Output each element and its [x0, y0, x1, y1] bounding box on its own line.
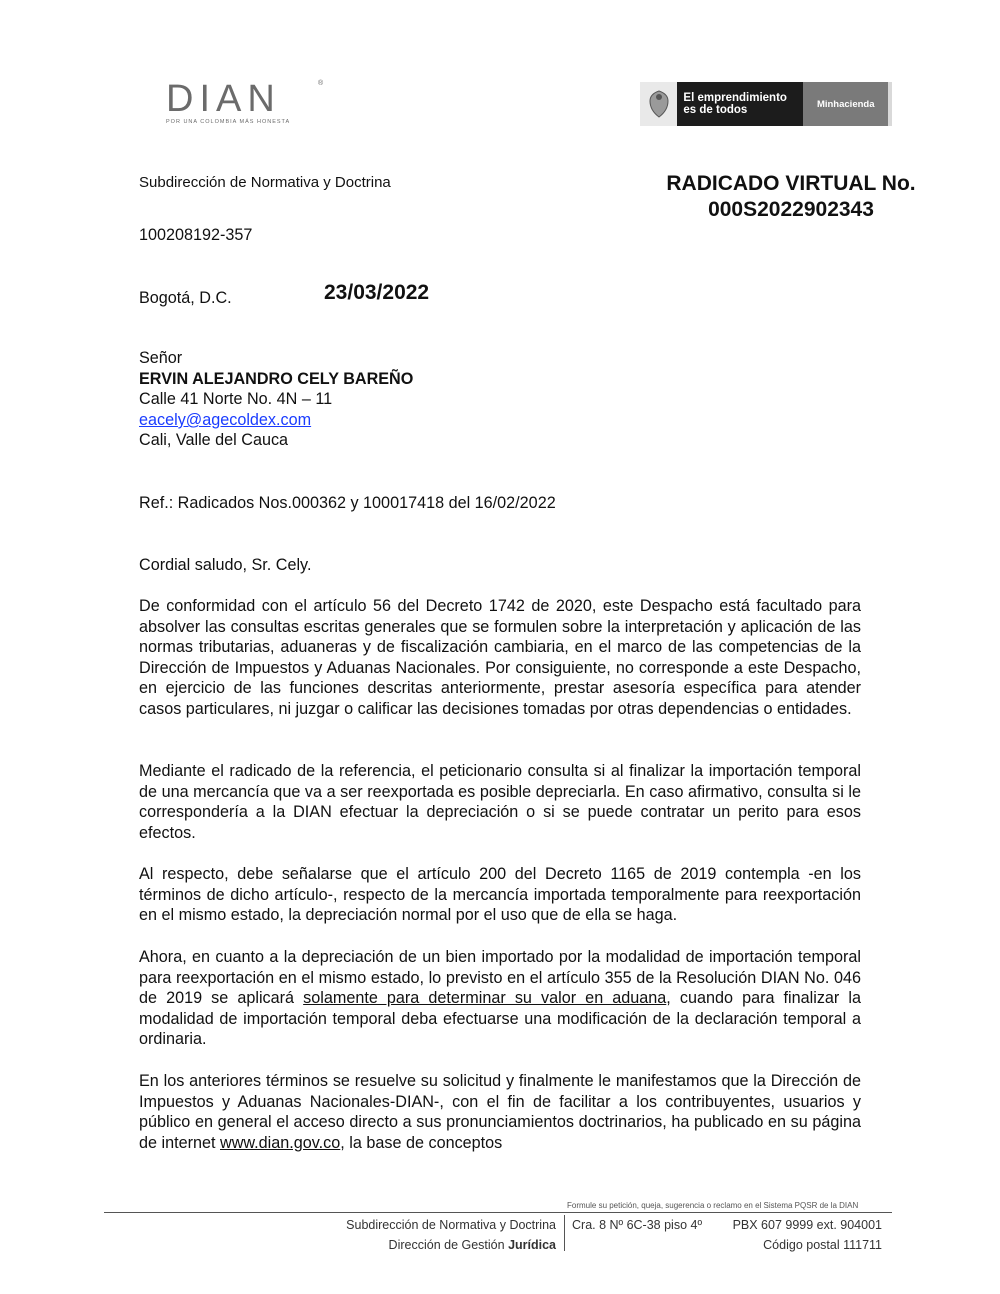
footer-contact-block [572, 1215, 882, 1255]
footer-office-line2 [260, 1235, 556, 1255]
coat-of-arms-icon [640, 82, 677, 126]
radicado-number: 000S2022902343 [708, 198, 874, 221]
p5-text-b: , la base de conceptos [340, 1133, 503, 1152]
government-banner [640, 82, 892, 126]
footer-office-line2-bold: Jurídica [508, 1238, 556, 1252]
minhacienda-label: Minhacienda [803, 82, 888, 126]
p4-text-a: Ahora, en cuanto a la depreciación de un bien importado por la modalidad de importación temporal para reexportación en el mismo estado, lo previsto en el artículo 355 de la Resolución DIAN No. 046 de 2019 se aplicará [139, 948, 861, 1008]
reference-line: Ref.: Radicados Nos.000362 y 100017418 del 16/02/2022 [139, 494, 556, 512]
body-paragraph-1: De conformidad con el artículo 56 del Decreto 1742 de 2020, este Despacho está facultado para absolver las consultas escritas generales que se formulen sobre la interpretación y aplicación de las normas tributarias, aduaneras y de fiscalización cambiaria, en el marco de las competencias de la Dirección de Impuestos y Aduanas Nacionales. Por consiguiente, no corresponde a este Despacho, en ejercicio de las funciones descritas anteriormente, prestar asesoría específica para atender casos particulares, ni juzgar o calificar las decisiones tomadas por otras dependencias o entidades. [139, 597, 861, 718]
gov-banner-slogan-text: El emprendimiento es de todos [683, 92, 787, 116]
body-paragraph-3: Al respecto, debe señalarse que el artículo 200 del Decreto 1165 de 2019 contempla -en los términos de dicho artículo-, respecto de la mercancía importada temporalmente para reexportación en el mismo estado, la depreciación normal por el uso que de ella se haga. [139, 865, 861, 925]
body-paragraph-2: Mediante el radicado de la referencia, el peticionario consulta si al finalizar la importación temporal de una mercancía que va a ser reexportada es posible depreciarla. En caso afirmativo, consulta si le correspondería a la DIAN efectuar la depreciación o si se puede contratar un perito para esos efectos. [139, 762, 861, 842]
office-name: Subdirección de Normativa y Doctrina [139, 174, 391, 191]
salutation-title: Señor [139, 349, 183, 367]
recipient-email-link[interactable]: eacely@agecoldex.com [139, 411, 312, 429]
greeting: Cordial saludo, Sr. Cely. [139, 556, 312, 574]
p4-underlined-text: solamente para determinar su valor en aduana [303, 989, 667, 1008]
file-number: 100208192-357 [139, 226, 253, 244]
footer-office-block [260, 1215, 556, 1255]
city-line: Bogotá, D.C. [139, 289, 232, 307]
radicado-label: RADICADO VIRTUAL No. [666, 172, 916, 195]
banner-stripe [888, 82, 892, 126]
p5-text-a: En los anteriores términos se resuelve su solicitud y finalmente le manifestamos que la Dirección de Impuestos y Aduanas Nacionales-DIAN-, con el fin de facilitar a los contribuyentes, usuarios y público en general el acceso directo a sus pronunciamientos doctrinarios, ha publicado en su página de internet [139, 1072, 861, 1152]
dian-website-link[interactable]: www.dian.gov.co [220, 1133, 341, 1152]
recipient-address: Calle 41 Norte No. 4N – 11 [139, 390, 333, 408]
dian-logo-wordmark: DIAN [166, 78, 281, 120]
footer-office-line2-prefix: Dirección de Gestión [388, 1238, 509, 1252]
footer-divider [104, 1212, 892, 1213]
letter-date: 23/03/2022 [324, 281, 430, 304]
dian-logo-tagline: POR UNA COLOMBIA MÁS HONESTA [166, 119, 291, 125]
footer-vertical-divider [564, 1215, 565, 1251]
footer-pqsr-note: Formule su petición, queja, sugerencia o reclamo en el Sistema PQSR de la DIAN [567, 1201, 859, 1210]
footer-address: Cra. 8 Nº 6C-38 piso 4º [572, 1218, 703, 1232]
body-paragraph-5 [139, 1071, 861, 1153]
footer-contact-line1 [572, 1215, 882, 1235]
body-paragraph-4 [139, 947, 861, 1050]
recipient-city: Cali, Valle del Cauca [139, 431, 289, 449]
radicado-block [640, 171, 942, 223]
dian-logo [166, 80, 326, 128]
footer-postal-code: Código postal 111711 [763, 1238, 882, 1252]
p4-text-b: , cuando para finalizar la modalidad de importación temporal deba efectuarse una modificación de la declaración temporal a ordinaria. [139, 989, 862, 1049]
footer-phone: PBX 607 9999 ext. 904001 [732, 1218, 882, 1232]
registered-mark: ® [318, 80, 324, 87]
gov-banner-slogan [677, 82, 803, 126]
recipient-name: ERVIN ALEJANDRO CELY BAREÑO [139, 370, 414, 388]
footer-office-line1: Subdirección de Normativa y Doctrina [346, 1218, 556, 1232]
